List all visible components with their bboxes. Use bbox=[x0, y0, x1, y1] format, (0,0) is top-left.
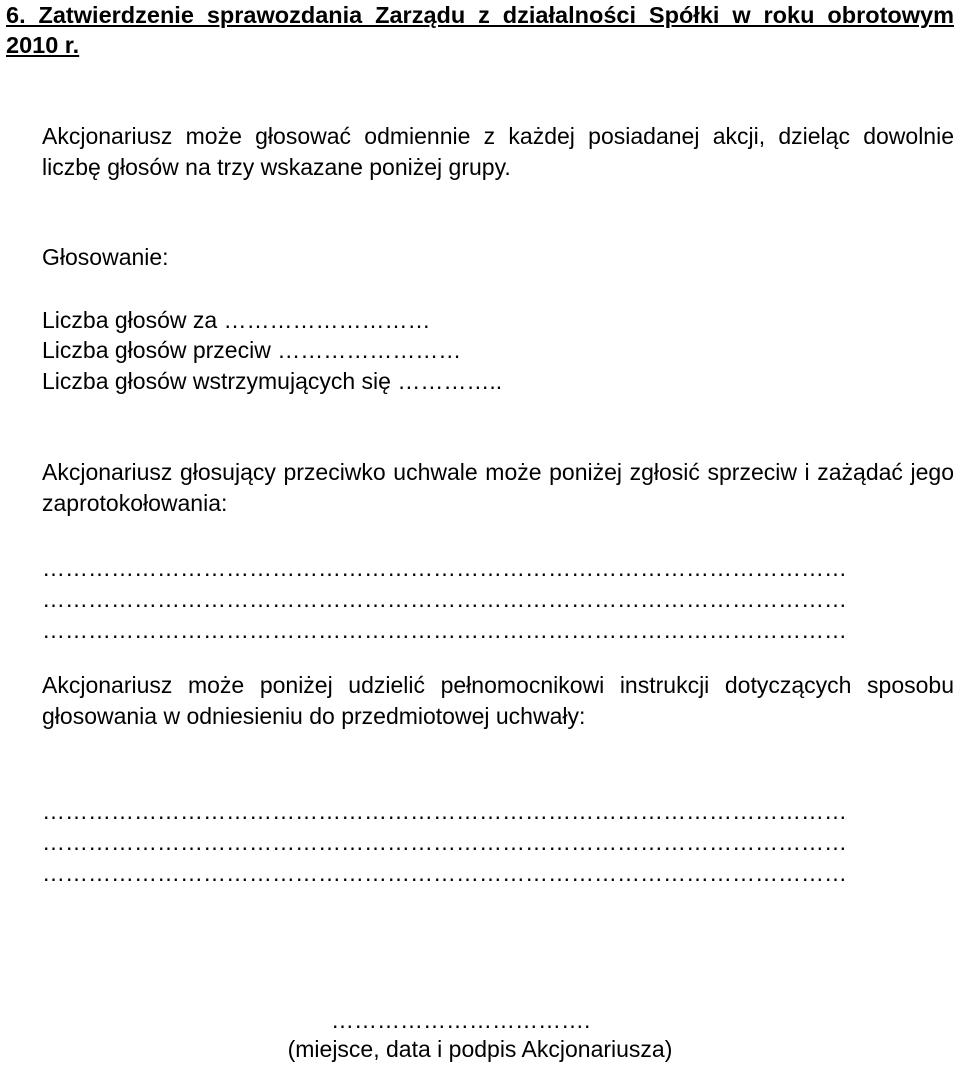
signature-caption: (miejsce, data i podpis Akcjonariusza) bbox=[287, 1036, 673, 1062]
votes-for-field[interactable]: Liczba głosów za ……………………… bbox=[42, 307, 431, 333]
voting-intro-paragraph: Akcjonariusz może głosować odmiennie z każdej posiadanej akcji, dzieląc dowolnie liczbę głosów na trzy wskazane poniżej grupy. bbox=[42, 123, 954, 180]
instructions-paragraph: Akcjonariusz może poniżej udzielić pełnomocnikowi instrukcji dotyczących sposobu głosowania w odniesieniu do przedmiotowej uchwały: bbox=[42, 672, 954, 729]
instruction-line-2[interactable]: …………………………………………………………………………………………… bbox=[42, 829, 847, 855]
objection-line-3[interactable]: …………………………………………………………………………………………… bbox=[42, 617, 847, 643]
votes-against-field[interactable]: Liczba głosów przeciw …………………… bbox=[42, 337, 462, 363]
instruction-line-3[interactable]: …………………………………………………………………………………………… bbox=[42, 860, 847, 886]
objection-line-2[interactable]: …………………………………………………………………………………………… bbox=[42, 586, 847, 612]
objection-paragraph: Akcjonariusz głosujący przeciwko uchwale może poniżej zgłosić sprzeciw i zażądać jego zaprotokołowania: bbox=[42, 459, 954, 516]
votes-abstain-field[interactable]: Liczba głosów wstrzymujących się ………….. bbox=[42, 368, 503, 394]
instruction-line-1[interactable]: …………………………………………………………………………………………… bbox=[42, 798, 847, 824]
section-heading: 6. Zatwierdzenie sprawozdania Zarządu z działalności Spółki w roku obrotowym 2010 r. bbox=[6, 2, 954, 58]
signature-line[interactable]: ……………………………. bbox=[331, 1007, 591, 1033]
voting-label: Głosowanie: bbox=[42, 244, 169, 270]
objection-line-1[interactable]: …………………………………………………………………………………………… bbox=[42, 555, 847, 581]
